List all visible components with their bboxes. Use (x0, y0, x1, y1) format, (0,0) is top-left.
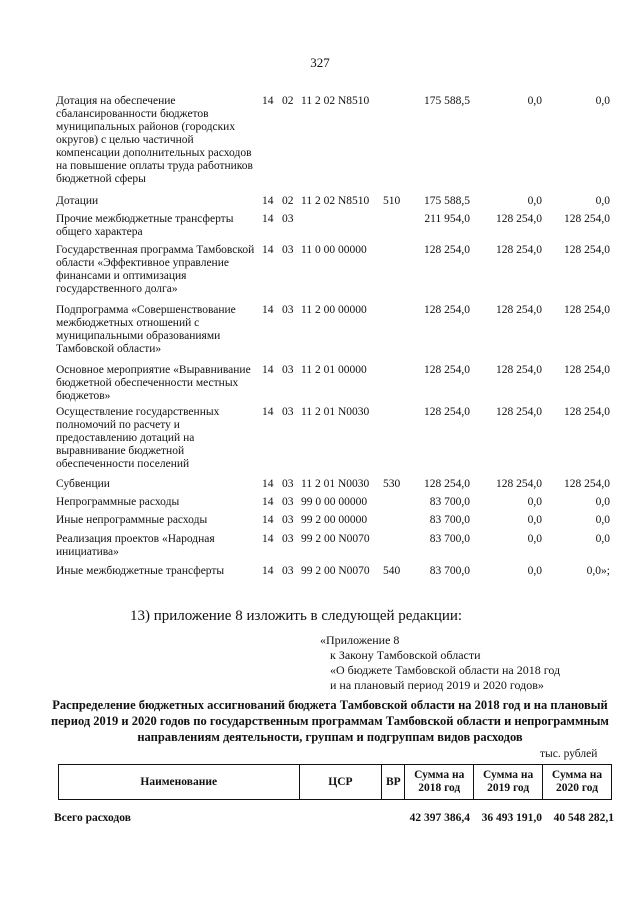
row-csr: 11 2 00 00000 (301, 304, 367, 316)
row-subsection: 03 (282, 304, 294, 316)
row-sum-2019: 128 254,0 (496, 478, 542, 490)
row-sum-2019: 0,0 (527, 496, 542, 508)
row-section: 14 (262, 514, 274, 526)
amendment-instruction: 13) приложение 8 изложить в следующей редакции: (130, 608, 463, 624)
row-sum-2018: 83 700,0 (429, 496, 470, 508)
header-sum-2019: Сумма на 2019 год (474, 765, 543, 800)
row-sum-2019: 128 254,0 (496, 364, 542, 376)
header-csr: ЦСР (299, 765, 382, 800)
page-number: 327 (310, 55, 330, 70)
row-sum-2020: 128 254,0 (564, 304, 610, 316)
row-csr: 11 2 01 N0030 (301, 478, 370, 490)
row-subsection: 03 (282, 514, 294, 526)
row-sum-2018: 128 254,0 (424, 304, 470, 316)
row-sum-2018: 83 700,0 (429, 514, 470, 526)
header-vr: ВР (382, 765, 405, 800)
row-sum-2019: 0,0 (527, 565, 542, 577)
header-name: Наименование (59, 765, 300, 800)
row-sum-2020: 0,0 (595, 496, 610, 508)
row-csr: 99 2 00 N0070 (301, 533, 370, 545)
row-name: Непрограммные расходы (56, 496, 180, 508)
row-sum-2020: 128 254,0 (564, 244, 610, 256)
row-name: Реализация проектов «Народная инициатива» (56, 533, 215, 558)
row-section: 14 (262, 496, 274, 508)
row-section: 14 (262, 95, 274, 107)
row-sum-2018: 211 954,0 (424, 213, 470, 225)
row-vr: 530 (383, 478, 401, 490)
total-sum-2020: 40 548 282,1 (553, 812, 614, 824)
row-csr: 99 2 00 00000 (301, 514, 368, 526)
row-name: Субвенции (56, 478, 110, 490)
row-section: 14 (262, 478, 274, 490)
row-vr: 540 (383, 565, 401, 577)
row-csr: 11 2 01 N0030 (301, 406, 370, 418)
row-subsection: 03 (282, 565, 294, 577)
row-sum-2020: 0,0 (595, 533, 610, 545)
row-section: 14 (262, 195, 274, 207)
row-csr: 11 2 02 N8510 (301, 195, 370, 207)
row-name: Основное мероприятие «Выравнивание бюджетной обеспеченности местных бюджетов» (56, 364, 251, 402)
section-title: Распределение бюджетных ассигнований бюджета Тамбовской области на 2018 год и на плановый период 2019 и 2020 годов по государственным программам Тамбовской области и непрограммным направлениям деятельности, группам и подгруппам видов расходов (51, 698, 609, 744)
total-sum-2019: 36 493 191,0 (481, 812, 542, 824)
row-subsection: 03 (282, 478, 294, 490)
row-csr: 11 2 01 00000 (301, 364, 367, 376)
row-sum-2018: 128 254,0 (424, 244, 470, 256)
row-sum-2019: 128 254,0 (496, 244, 542, 256)
row-vr: 510 (383, 195, 401, 207)
row-csr: 99 2 00 N0070 (301, 565, 370, 577)
row-sum-2020: 0,0 (595, 195, 610, 207)
row-sum-2019: 0,0 (527, 533, 542, 545)
row-subsection: 03 (282, 406, 294, 418)
row-name: Прочие межбюджетные трансферты общего характера (56, 213, 234, 238)
row-sum-2018: 128 254,0 (424, 406, 470, 418)
row-sum-2018: 83 700,0 (429, 565, 470, 577)
row-subsection: 03 (282, 496, 294, 508)
row-sum-2019: 0,0 (527, 195, 542, 207)
row-section: 14 (262, 533, 274, 545)
units-label: тыс. рублей (540, 748, 598, 760)
row-sum-2018: 83 700,0 (429, 533, 470, 545)
row-sum-2020: 128 254,0 (564, 406, 610, 418)
row-csr: 99 0 00 00000 (301, 496, 368, 508)
table-header (58, 764, 612, 800)
row-sum-2020: 0,0 (595, 514, 610, 526)
row-sum-2018: 175 588,5 (424, 95, 470, 107)
row-csr: 11 0 00 00000 (301, 244, 367, 256)
row-subsection: 03 (282, 244, 294, 256)
row-sum-2020: 128 254,0 (564, 213, 610, 225)
row-name: Дотации (56, 195, 99, 207)
appendix-line-2: к Закону Тамбовской области (330, 648, 481, 662)
row-sum-2019: 128 254,0 (496, 213, 542, 225)
row-name: Государственная программа Тамбовской области «Эффективное управление финансами и оптимизация государственного долга» (56, 244, 255, 295)
row-sum-2020: 128 254,0 (564, 364, 610, 376)
row-csr: 11 2 02 N8510 (301, 95, 370, 107)
row-subsection: 03 (282, 533, 294, 545)
row-sum-2019: 0,0 (527, 514, 542, 526)
row-sum-2018: 175 588,5 (424, 195, 470, 207)
row-subsection: 03 (282, 213, 294, 225)
row-section: 14 (262, 565, 274, 577)
row-section: 14 (262, 213, 274, 225)
row-section: 14 (262, 406, 274, 418)
header-sum-2018: Сумма на 2018 год (405, 765, 474, 800)
row-sum-2019: 0,0 (527, 95, 542, 107)
row-name: Осуществление государственных полномочий по расчету и предоставлению дотаций на выравнивание бюджетной обеспеченности поселений (56, 406, 220, 470)
row-sum-2020: 0,0»; (586, 565, 610, 577)
row-section: 14 (262, 244, 274, 256)
total-label: Всего расходов (54, 812, 131, 824)
row-sum-2019: 128 254,0 (496, 304, 542, 316)
appendix-line-3: «О бюджете Тамбовской области на 2018 год (330, 663, 561, 677)
appendix-line-1: «Приложение 8 (320, 633, 400, 647)
appendix-line-4: и на плановый период 2019 и 2020 годов» (330, 678, 544, 692)
row-sum-2018: 128 254,0 (424, 478, 470, 490)
row-section: 14 (262, 304, 274, 316)
header-sum-2020: Сумма на 2020 год (543, 765, 612, 800)
row-subsection: 02 (282, 95, 294, 107)
row-name: Подпрограмма «Совершенствование межбюджетных отношений с муниципальными образованиями Тамбовской области» (56, 304, 236, 355)
row-section: 14 (262, 364, 274, 376)
row-sum-2020: 128 254,0 (564, 478, 610, 490)
row-sum-2019: 128 254,0 (496, 406, 542, 418)
total-sum-2018: 42 397 386,4 (409, 812, 470, 824)
row-sum-2020: 0,0 (595, 95, 610, 107)
row-subsection: 02 (282, 195, 294, 207)
row-subsection: 03 (282, 364, 294, 376)
row-name: Дотация на обеспечение сбалансированности бюджетов муниципальных районов (городских округов) с целью частичной компенсации дополнительных расходов на повышение оплаты труда работников бюджетной сферы (56, 95, 253, 185)
row-name: Иные межбюджетные трансферты (56, 565, 225, 577)
row-sum-2018: 128 254,0 (424, 364, 470, 376)
row-name: Иные непрограммные расходы (56, 514, 208, 526)
